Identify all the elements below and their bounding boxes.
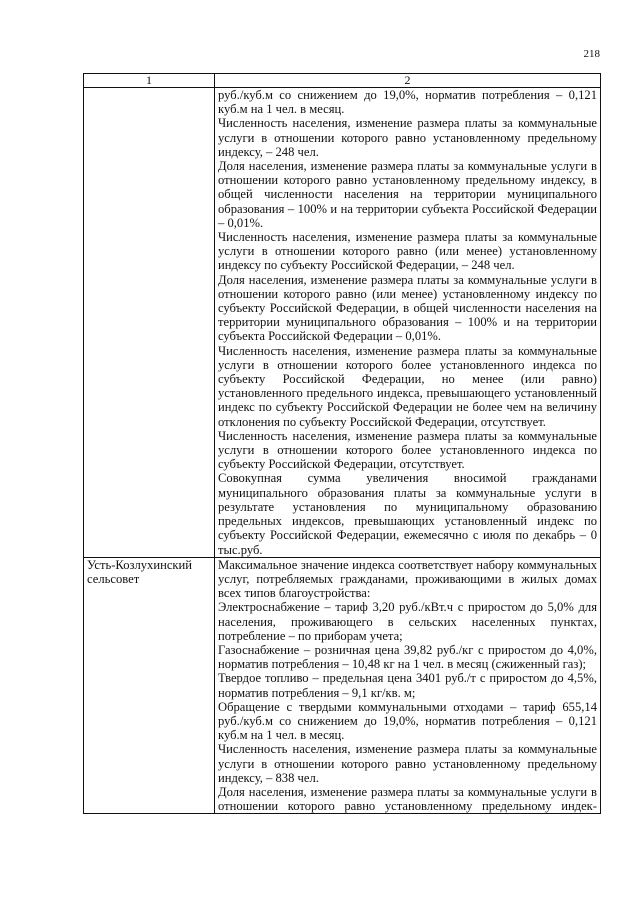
municipality-name [84, 88, 215, 558]
paragraph: Доля населения, изменение размера платы за коммунальные услуги в отношении которого равно (или менее) установленному индексу по субъекту Российской Федерации, в общей численности населения на территории муниципального образования – 100% и на территории субъекта Российской Федерации – 0,01%. [218, 272, 597, 344]
page-number: 218 [583, 48, 600, 60]
paragraph: Численность населения, изменение размера платы за коммунальные услуги в отношении которого равно установленному предельному индексу, – 838 чел. [218, 742, 597, 785]
paragraph: Электроснабжение – тариф 3,20 руб./кВт.ч с приростом до 5,0% для населения, проживающего в сельских населенных пунктах, потребление – по приборам учета; [218, 600, 597, 643]
description-cell [215, 557, 601, 814]
paragraph: Совокупная сумма увеличения вносимой гражданами муниципального образования платы за коммунальные услуги в результате установления по муниципальному образованию предельных индексов, превышающих установленный индекс по субъекту Российской Федерации, ежемесячно с июля по декабрь – 0 тыс.руб. [218, 471, 597, 557]
paragraph: Твердое топливо – предельная цена 3401 руб./т с приростом до 4,5%, норматив потребления – 9,1 кг/кв. м; [218, 671, 597, 700]
paragraph: Численность населения, изменение размера платы за коммунальные услуги в отношении которого равно (или менее) установленному индексу по субъекту Российской Федерации, – 248 чел. [218, 230, 597, 273]
paragraph: Доля населения, изменение размера платы за коммунальные услуги в отношении которого равно установленному предельному индексу, в общей численности населения на территории муниципального образования – 100% и на территории субъекта Российской Федерации – 0,01%. [218, 159, 597, 230]
document-table [83, 73, 601, 814]
paragraph: руб./куб.м со снижением до 19,0%, норматив потребления – 0,121 куб.м на 1 чел. в месяц. [218, 88, 597, 117]
paragraph: Максимальное значение индекса соответствует набору коммунальных услуг, потребляемых гражданами, проживающими в жилых домах всех типов благоустройства: [218, 557, 597, 601]
paragraph: Газоснабжение – розничная цена 39,82 руб./кг с приростом до 4,0%, норматив потребления – 10,48 кг на 1 чел. в месяц (сжиженный газ); [218, 642, 597, 672]
paragraph: Доля населения, изменение размера платы за коммунальные услуги в отношении которого равно установленному предельному индек- [218, 784, 597, 814]
paragraph: Численность населения, изменение размера платы за коммунальные услуги в отношении которого более установленного индекса по субъекту Российской Федерации, отсутствует. [218, 428, 597, 472]
paragraph: Численность населения, изменение размера платы за коммунальные услуги в отношении которого более установленного индекса по субъекту Российской Федерации, но менее (или равно) установленного предельного индекса, превышающего установленный индекс по субъекту Российской Федерации не более чем на величину отклонения по субъекту Российской Федерации, отсутствует. [218, 343, 597, 429]
table-row [84, 557, 601, 814]
table-row [84, 88, 601, 558]
municipality-name: Усть-Козлухинский сельсовет [84, 557, 215, 814]
column-header-1: 1 [84, 74, 215, 88]
paragraph: Численность населения, изменение размера платы за коммунальные услуги в отношении которого равно установленному предельному индексу, – 248 чел. [218, 116, 597, 159]
paragraph: Обращение с твердыми коммунальными отходами – тариф 655,14 руб./куб.м со снижением до 19,0%, норматив потребления – 0,121 куб.м на 1 чел. в месяц. [218, 699, 597, 743]
description-cell [215, 88, 601, 558]
table-header-row [84, 74, 601, 88]
column-header-2: 2 [215, 74, 601, 88]
